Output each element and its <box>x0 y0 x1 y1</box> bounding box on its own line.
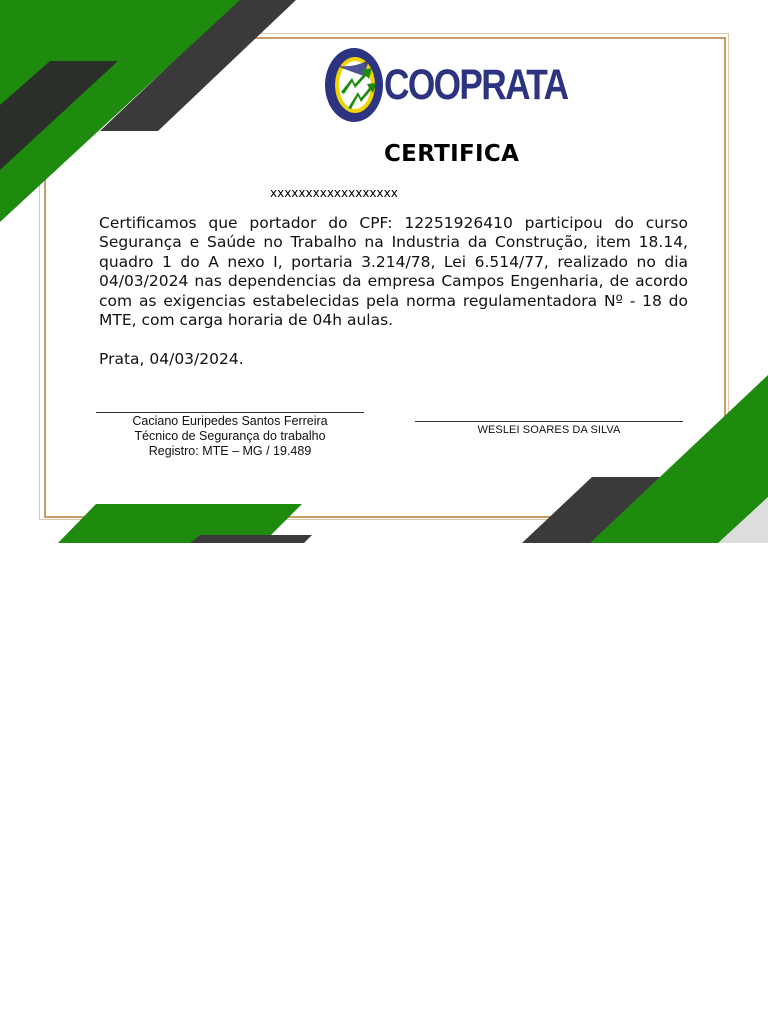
logo-wordmark: COOPRATA <box>384 61 568 109</box>
bottom-left-dark-band <box>190 535 312 543</box>
bottom-right-green-band <box>590 375 768 543</box>
signer-role-left: Técnico de Segurança do trabalho <box>134 429 326 443</box>
certificate-title: CERTIFICA <box>384 141 520 167</box>
signer-name-left: Caciano Euripedes Santos Ferreira <box>132 414 328 428</box>
signature-line-right <box>415 421 683 422</box>
signer-name-right: WESLEI SOARES DA SILVA <box>477 424 621 436</box>
signature-block-left <box>96 414 364 459</box>
cooprata-logo <box>324 46 568 126</box>
certificate-body-text: Certificamos que portador do CPF: 12251926410 participou do curso Segurança e Saúde no Trabalho na Industria da Construção, item 18.14, quadro 1 do A nexo I, portaria 3.214/78, Lei 6.514/77, realizado no dia 04/03/2024 nas dependencias da empresa Campos Engenharia, de acordo com as exigencias estabelecidas pela norma regulamentadora Nº - 18 do MTE, com carga horaria de 04h aulas. <box>99 214 688 330</box>
recipient-name: xxxxxxxxxxxxxxxxxx <box>270 186 398 200</box>
place-and-date: Prata, 04/03/2024. <box>99 350 244 368</box>
signer-registration-left: Registro: MTE – MG / 19.489 <box>148 444 312 458</box>
logo-emblem-icon <box>324 46 384 124</box>
signature-line-left <box>96 412 364 413</box>
